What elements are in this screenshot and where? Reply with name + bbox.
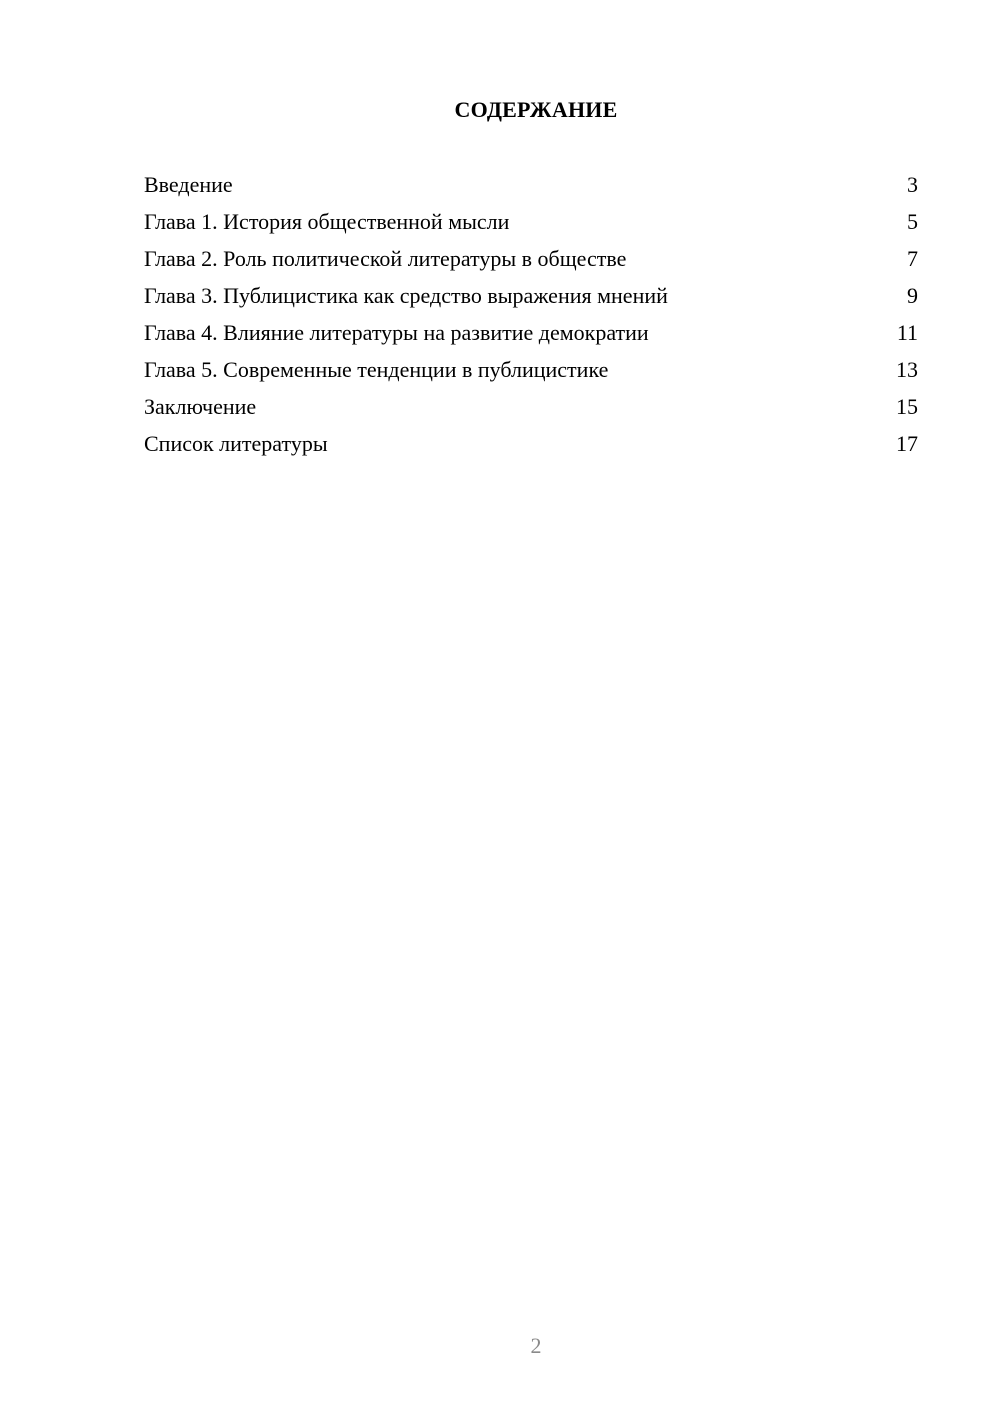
toc-entry-page: 9 [907, 283, 918, 308]
toc-entry-label: Глава 5. Современные тенденции в публицистике [144, 357, 609, 382]
toc-entry-label: Глава 1. История общественной мысли [144, 209, 510, 234]
toc-entry-chapter-3[interactable] [144, 281, 918, 318]
toc-entry-chapter-1[interactable] [144, 207, 918, 244]
toc-entry-page: 15 [896, 394, 918, 419]
toc-entry-page: 7 [907, 246, 918, 271]
toc-entry-label: Глава 4. Влияние литературы на развитие демократии [144, 320, 649, 345]
toc-entry-chapter-4[interactable] [144, 318, 918, 355]
toc-entry-page: 11 [896, 320, 918, 345]
page-number: 2 [530, 1333, 542, 1358]
toc-entry-introduction[interactable] [144, 170, 918, 207]
toc-entry-references[interactable] [144, 429, 918, 466]
toc-entry-label: Глава 3. Публицистика как средство выражения мнений [144, 283, 668, 308]
toc-entry-chapter-2[interactable] [144, 244, 918, 281]
toc-entry-label: Список литературы [144, 431, 328, 456]
toc-entry-page: 17 [896, 431, 918, 456]
toc-entry-label: Заключение [144, 394, 257, 419]
toc-entry-label: Глава 2. Роль политической литературы в обществе [144, 246, 627, 271]
toc-entry-page: 13 [896, 357, 918, 382]
toc-entry-chapter-5[interactable] [144, 355, 918, 392]
page-title: СОДЕРЖАНИЕ [454, 97, 618, 122]
toc-entry-conclusion[interactable] [144, 392, 918, 429]
table-of-contents [144, 170, 918, 466]
toc-entry-page: 3 [907, 172, 918, 197]
toc-entry-label: Введение [144, 172, 233, 197]
toc-entry-page: 5 [907, 209, 918, 234]
